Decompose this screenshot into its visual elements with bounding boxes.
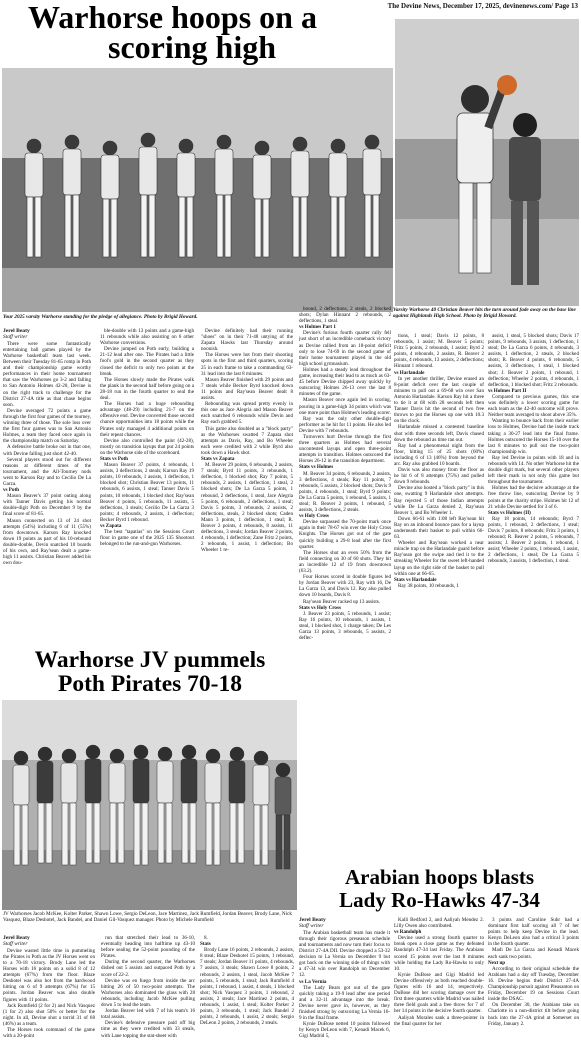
story1-column-3 — [201, 328, 293, 646]
story2-c2-p2: During the second quarter, the Warhorses dished out 5 assists and outpaced Poth by a score of 22-2. — [101, 959, 195, 978]
christian-beaver-photo-image — [395, 19, 579, 306]
story1-byrole: Staff writer — [3, 334, 28, 341]
story2-column-2 — [101, 935, 195, 1063]
story1-c6-p5: Holmes had the decisive advantage at the free throw line, outscoring Devine by 9 points at the charity stripe. Holmes hit 12 of 21 while Devine settled for 3 of 6. — [488, 485, 579, 510]
story3-c1-p2: The Lady Bears got out of the gate quickly taking a 19-9 lead after one period and a 32-11 advantage into the break. Devine never gave in, however, as they finished strong by outscoring La Vernia 16-9 in the final frame. — [299, 984, 390, 1022]
story1-headline-line1: Warhorse hoops on a — [28, 0, 317, 35]
story1-column-1 — [3, 328, 91, 646]
story3-c1-p1: The Arabian basketball team has made it through their rigorous preseason schedule and tournaments and now turn their focus to District 27-4A DII. Devine dropped a 53-32 decision to La Vernia on December 9 but got back on the winning side of things with a 47-34 win over Randolph on December 12. — [299, 929, 390, 979]
story3-headline — [300, 866, 579, 912]
story1-c2-p6: Mason Beaver 37 points, 4 rebounds, 1 assists, 3 deflections, 2 steals; Karson Ray 19 points, 10 rebounds, 1 assists, 1 deflection, 1 blocked shot; Christian Beaver 13 points, 11 rebounds, 6 assists, 1 steal; Tanner Davis 5 points, 10 rebounds, 1 blocked shot; Ray'sean Beaver 4 points, 5 rebounds, 11 assists, 5 deflections, 3 steals; Cecilio De La Garza 3 points; 4 rebounds, 2 assists, 1 deflection; Becker Byrd 1 rebound. — [100, 462, 194, 523]
story1-c3-p1: Devine definitely had their running "shoes" on in their 71-48 untying of the Zapata Hawks last Thursday around noonish. — [201, 328, 293, 353]
story2-c1-p2: Jack Rumfield (2 for 2) and Nick Vasquez (1 for 2) also shot 50% or better for the night. In all, Devine shot a torrid 31 of 68 (46%) as a team. — [3, 1002, 95, 1027]
story1-c3-p6: M. Beaver 29 points, 6 rebounds, 2 assists, 7 steals; Byrd 11 points, 3 rebounds, 1 deflection, 1 blocked shot; Ray 7 points, 5 rebounds, 2 assists, 1 deflection, 1 steal, 2 blocked shots; De La Garza 5 points, 1 rebound, 2 deflections, 1 steal, Jace Alegria 5 points, 6 rebounds, 2 deflections, 1 steal; Davis 5 points, 3 rebounds, 2 assists, 2 deflections, steals, 2 blocked shots; Caden Mann 3 points, 1 deflection, 1 steal; R. Beaver 2 points, 4 rebounds, 8 assists, 11 deflections, 3 steals; Jordan Beaver 2 points, 4 rebounds, 1 deflection; Zane Fritz 2 points, 2 rebounds, 1 assist, 1 deflection; Bo Wheeler 1 re- — [201, 462, 293, 554]
story1-headline-line2: scoring high — [108, 29, 277, 65]
story2-byrole: Staff writer — [3, 941, 28, 948]
story3-c3-p1: 3 points and Caroline Suhr had a dominant first half scoring all 7 of her points to help keep Devine in the lead. Kenyn DeLeon also had a critical 3 points in the fourth quarter. — [488, 917, 579, 948]
story2-byline: Jerel Beaty — [3, 935, 30, 941]
page-folio: The Devine News, December 17, 2025, devinenews.com/ Page 13 — [387, 2, 578, 10]
story2-c3-p1: 8. — [204, 935, 208, 941]
story3-column-2 — [394, 917, 484, 1063]
story2-headline — [2, 648, 298, 696]
story1-c5-p1: tions, 1 steal; Davis 12 points, 8 rebounds, 1 assist; M. Beaver 5 points; Fritz 5 points, 2 rebounds, 1 assist; Byrd 2 points, 4 rebounds, 2 assists, R. Beaver 2 points, 4 rebounds, 13 assists, 2 deflections; Hinnant 1 rebound. — [394, 333, 484, 370]
story2-headline-line2: Poth Pirates 70-18 — [57, 671, 243, 697]
story3-c3-p3: According to their original schedule the Arabians had a day off Tuesday, December 16. Devine begins their District 27-4A Championship pursuit against Pleasanton on Friday, December 19 on Sessions Court inside the DSAC. — [488, 965, 579, 1003]
story3-c1-p3: Kynie DuBose netted 10 points followed by Kenyn DeLeon with 7, Kenadi Macek 6, Gigi Madrid 5, — [299, 1021, 390, 1040]
story1-column-5 — [394, 333, 484, 863]
story1-c6-p6: Ray 18 points, 14 rebounds; Byrd 7 points, 1 rebound, 2 deflections, 1 steal; Davis 7 points, 8 rebounds; Fritz 3 points, 1 rebound; R. Beaver 2 points, 5 rebounds, 7 assists; J. Beaver 2 points, 1 rebound, 1 assist; Wheeler 2 points, 1 rebound, 1 assist, 2 deflections, 1 steal; De La Garza 5 rebounds, 3 assists, 1 deflection, 1 steal. — [488, 515, 579, 565]
story2-c2-p3: Devine was en fuego from inside the arc hitting 26 of 50 two-point attempts. The Warhorses also dominated the glass with 28 rebounds, including Jacob McKee pulling down 5 to lead the team. — [101, 977, 195, 1009]
story1-c5-p6: Devine also hosted a "block party" in this one, swatting 9 Harlandale shot attempts. Ray rejected 5 of those Indian attempts while De La Garza denied 2, Ray'sean Beaver 1, and Bo Wheeler 1. — [394, 485, 484, 516]
story3-headline-line2: Lady Ro-Hawks 47-34 — [339, 888, 540, 912]
varsity-team-photo-image — [2, 68, 393, 312]
story3-c3-p2: Madi De La Garza and Kenadi Macek each sank two points. — [488, 947, 579, 960]
story1-c1-p5: Mason Beaver's 37 point outing along with Tanner Davis getting his normal double-digit Poth on December 9 by the final score of 81-65. — [3, 493, 91, 518]
story3-headline-line1: Arabian hoops blasts — [344, 865, 535, 889]
story1-c2-p4: The Horses had a huge rebounding advantage (48-29) including 21-7 on the offensive end. Devine converted those second chance opportunities into 18 points while the Pirates only managed 4 additional points on their repeat chances. — [100, 401, 194, 438]
story1-c6-sub-stats-holmes2: Stats vs Holmes (II) — [488, 509, 531, 516]
story1-c4-p12: J. Beaver 23 points, 5 rebounds, 1 assist; Ray 16 points, 10 rebounds, 1 assists, 1 steal, 1 blocked shot, 1 charge taken; De Les Garza 13 points, 3 rebounds, 5 assists, 2 deflec- — [299, 610, 391, 642]
story3-column-1 — [299, 917, 390, 1063]
jv-photo-caption: JV Warhorses Jacob McKee, Kolter Parker, Shawn Lowe, Sergio DeLeon, Jace Martinez, Jack Rumfield, Jordan Beaver, Brody Lane, Nick Vasquez, Blaze Deshotel, Jack Bandel, and Daniel Gil-Vasquez manager. Photo by Michele Rumfield — [3, 911, 293, 924]
story1-c3-p2: The Horses were hot from their shooting spots in the first and third quarters, scoring 25 in each frame to take a commanding 63-31 lead into the last 8 minutes. — [201, 352, 293, 377]
story1-c4-p9: The Horses shot an even 50% from the field connecting on 30 of 60 shots. They hit an incredible 12 of 19 from downtown (63.2). — [299, 549, 391, 575]
story1-c3-p4: Rebounding was spread pretty evenly in this one as Jace Alegria and Mason Beaver each snatched 6 rebounds while Devin and Ray each grabbed 5. — [201, 401, 293, 426]
story1-c3-p5: This game also doubled as a "block party" as the Warhorses swatted 7 Zapata shot attempts as Davis, Ray, and Bo Wheeler each were credited with 2 while Byrd also took down a Hawk shot. — [201, 425, 293, 456]
story1-c4-sub-holmes1: vs Holmes Part 1 — [299, 324, 336, 331]
story1-c3-sub-stats-zapata: Stats vs Zapata — [201, 455, 235, 462]
story1-column-4 — [299, 306, 391, 872]
story1-c4-sub-stats-holmes: Stats vs Holmes — [299, 464, 334, 471]
story3-c3-p4: On December 30, the Arabians take on Charlotte in a non-district tilt before going back into the 27-4A grind at Somerset on Friday, January 2. — [488, 1002, 579, 1027]
story1-c2-sub-stats-poth: Stats vs Poth — [100, 455, 129, 462]
story1-c5-sub-harlandale: vs Harlandale — [394, 369, 425, 376]
story1-c1-p4: Several players stood out for different reasons at different times of the tournament, and the All-Tourney nods went to Karson Ray and to Cecilio De La Garza. — [3, 456, 91, 487]
story1-c2-sub-zapata: vs Zapata — [100, 523, 122, 529]
story1-c4-p6: Turnovers hurt Devine through the first three quarters as Holmes had several uncontested layups and open three-point attempts in transition. Holmes outscored the Horses 26-12 in the transition department. — [299, 433, 391, 465]
story1-c2-p2: Devine jumped on Poth early, building a 21-12 lead after one. The Pirates had a little fool's gold in the second quarter as they closed the deficit to only two points at the break. — [100, 346, 194, 377]
jv-team-photo-image — [2, 700, 297, 910]
story1-c2-p5: Devine also controlled the paint (42-28), mostly on transition layups that put 24 points on the Warhorse side of the scoreboard. — [100, 437, 194, 456]
story2-c2-p4: Jordan Beaver led with 7 of his team's 16 total assists. — [101, 1008, 195, 1021]
story3-column-3 — [488, 917, 579, 1063]
story1-c4-p11: Ray'sean Beaver racked up 13 assists. — [303, 598, 381, 605]
story1-c4-p4: Mason Beaver once again led in scoring, pouring in a game-high 34 points which was one more point than Holmes's leading scorer. — [299, 397, 391, 416]
story1-c1-sub-poth: vs Poth — [3, 487, 19, 494]
story1-c5-p8: Wheeler and Ray'sean worked a near miracle trap on the Harlandale guard before Ray'sean got the swipe and tied it to the streaking Wheeler for the sweet left-handed layup on the right side of the basket to pull within one at 66-65. — [394, 540, 484, 577]
story1-c6-sub-holmes2: vs Holmes Part II — [488, 387, 527, 394]
story1-c4-sub-stats-holycross: Stats vs Holy Cross — [299, 604, 341, 611]
story1-c6-p2: Compared to previous games, this one was definitely a lower scoring game for each team as the 42-40 outcome will prove. Neither team averaged to shoot above 35%. — [488, 393, 579, 419]
story3-c1-sub-lavernia: vs La Vernia — [299, 978, 327, 985]
story2-headline-line1: Warhorse JV pummels — [34, 647, 266, 673]
story2-c2-p5: Devine's defensive pressure paid off big time as they were credited with 33 steals, with Lane topping the stat-sheet with — [101, 1020, 195, 1039]
varsity-team-photo — [2, 68, 393, 312]
story1-column-2 — [100, 328, 194, 646]
story1-c4-p10: Four Horses scored in double figures led by Jordan Beaver with 23, Ray with 16, De La Garza 13, and Davis 12. Ray also pulled down 10 boards, Davis 8. — [299, 574, 391, 599]
story1-c6-p4: Ray led Devine in points with 18 and in rebounds with 14. No other Warhorse hit the double digit mark, but several other players left their mark in not only this game but throughout the tournament. — [488, 454, 579, 486]
christian-beaver-caption: Varsity Warhorse 40 Christian Beaver hits the turn around fade away on the base line against Highlands High School. Photo by Brigid Howard. — [393, 307, 576, 320]
story1-c4-p8: Devine surpassed the 70-point mark once again in their 78-67 win over the Holy Cross Knights. The Horses got out of the gate quickly building a 29-8 lead after the first quarter. — [299, 519, 391, 550]
story1-byline: Jerel Beaty — [3, 328, 30, 334]
story2-column-1 — [3, 935, 95, 1063]
story1-c2-p3: The Horses slowly made the Pirates walk the plank in the second half before going on a 28-18 run in the fourth quarter to seal the deal. — [100, 376, 194, 402]
story2-c1-p3: The Horses took command of the game with a 20-point — [3, 1027, 95, 1040]
story1-c4-p5: Ray was the only other double-digit performer as he hit for 11 points. He also led Devine with 7 rebounds. — [299, 415, 391, 434]
story2-c3-p2: Brody Lane 16 points, 2 rebounds, 2 assists, 8 steal; Blaze Deshotel 15 points, 1 rebound, 7 steals; Jordan Beaver 11 points, 4 rebounds, 7 assists, 3 steals; Shawn Lowe 8 points, 2 rebounds, 2 assists, 1 steal, Jacob McKee 7 points, 5 rebounds, 1 steal; Jack Rumfield 4 points, 1 rebound, 1 assist, 4 steals, 1 blocked shot; Nick Vasquez 3 points, 1 rebound, 2 assists, 2 steals; Jace Martinez 2 points, 4 rebounds, 1 assist, 1 steal; Kolter Parker 2 points, 3 rebounds, 1 steal; Jack Bandel 2 points, 2 rebounds, 1 assist, 2 steals; Sergio DeLeon 2 points, 2 rebounds, 2 steals. — [200, 947, 294, 1027]
story3-c2-p4: Aaliyah Morales sank a three-pointer in the final quarter for her — [394, 1014, 484, 1027]
jv-team-photo — [2, 700, 297, 910]
story3-c2-p2: Devine used a strong fourth quarter to break open a close game as they defeated Randolph 47-34 last Friday. The Arabians scored 15 points over the last 8 minutes while holding the Lady Ro-Hawks to only 10. — [394, 935, 484, 972]
story1-c1-p3: A defensive battle broke out in that one, with Devine falling just short 42-40. — [3, 444, 91, 457]
story1-c4-p7: M. Beaver 34 points, 6 rebounds, 2 assists, 3 deflections, 4 steals; Ray 11 points, 7 rebounds, 5 assists, 2 blocked shots; Davis 9 points, 4 rebounds, 1 steal; Byrd 9 points; De La Garza 5 points, 1 rebound, 5 assists, 1 steal; R. Beaver 2 points, 1 rebound, 5 assists, 3 deflections, 2 steals. — [299, 470, 391, 514]
varsity-photo-caption: Your 2025 varsity Warhorse standing for the pledge of allegiance. Photo by Brigid Howard. — [3, 314, 198, 320]
story1-c4-p2: Devine's furious fourth quarter rally fell just short of an incredible comeback victory as Devine rallied from an 18-point deficit only to lose 74-69 in the second game of their home tournament played in the old high school gymnasium. — [299, 330, 391, 367]
story1-c6-p1: assist, 1 steal, 5 blocked shots; Davis 17 points, 9 rebounds, 3 assists, 1 deflection, 1 steal; De La Garza 6 points, 4 rebounds, 3 assists, 1 deflection, 2 steals, 2 blocked shots; R. Beaver 4 points, 6 rebounds, 5 assists, 3 deflections, 1 steal, 1 blocked shot; J. Beaver 2 points, 1 rebound, 1 deflection; Wheeler 2 points, 4 rebounds, 1 deflection, 1 blocked shot; Fritz 2 rebounds. — [488, 333, 579, 388]
story3-c2-p3: Kynie DuBose and Gigi Madrid led Devine offensively as both reached double-figures with 16 and 14, respectively. DuBose did her scoring damage over the first three quarters while Madrid was nailed three field goals and a free throw for 7 of her 14 points in the decisive fourth quarter. — [394, 971, 484, 1015]
story2-c1-p1: Devine wasted little time in pummeling the Pirates in Poth as the JV Horses went on to a 70-18 victory. Brody Lane led the Horses with 16 points on a solid 8 of 12 attempts (67%) from the floor. Blaze Deshotel was also hot from the hardwood hitting on 6 of 9 attempts (67%) for 15 points. Jordan Beaver was also double figures with 11 points. — [3, 947, 95, 1003]
story3-byline: Jerel Beaty — [299, 917, 326, 923]
story2-column-3 — [200, 935, 294, 1063]
story1-c2-p1: ble-double with 13 points and a game-high 11 rebounds while also assisting on 6 other Warhorse conversions. — [100, 328, 194, 347]
story2-c2-p1: run that stretched their lead to 36-10, eventually heading into halftime up 43-10 before sealing the 52-point pounding of the Pirates. — [101, 935, 195, 960]
story3-c3-sub-nextup: Next up — [488, 959, 506, 966]
story1-c1-p6: Mason connected on 13 of 24 shot attempts (54%) including 6 of 11 (55%) from downtown. Karson Ray knocked down 19 points as part of his 10-rebound double-double, Devin snatched 10 boards of his own, and Ray'sean dealt a game-high 11 assists. Christian Beaver added his own dou- — [3, 517, 91, 567]
story1-column-6 — [488, 333, 579, 863]
story1-c5-sub-stats-harlandale: Stats vs Harlandale — [394, 576, 437, 583]
story3-byrole: Staff writer — [299, 923, 324, 930]
story3-c2-sub-randolph: vs Randolph — [394, 929, 422, 936]
story1-c5-p3: Harlandale missed a contested baseline shot with three seconds left, Davis chased down the rebound as time ran out. — [394, 424, 484, 443]
story1-c4-p1: bound, 2 deflections, 2 steals, 2 blocked shots; Dylan Hinnant 2 rebounds, 2 deflections, 1 steal. — [299, 306, 391, 325]
story1-c2-p7: The best "tapatias" on the Sessions Court floor in game one of the 2025 135 Shootout belonged to the run-and-gun Warhorses. — [100, 529, 194, 548]
story1-c1-p2: Devine averaged 72 points a game through the first four games of the tourney, winning three of those. The sole loss over the first four games was to San Antonio Holmes, a team they faced once again in the championship match on Saturday. — [3, 407, 91, 445]
christian-beaver-photo — [395, 19, 579, 306]
story1-c1-p1: There were some fantastically entertaining ball games played by the Warhorse basketball team last week. Between their Tuesday 81-65 romp in Poth and their championship game worthy performances in their home tournament that saw the Warhorses go 3-2 and falling to San Antonio Holmes 42-20, Devine is on the right track to challenge for the District 27-4A title as that chase begins soon. — [3, 340, 91, 408]
story1-c5-p4: Ray had a phenomenal night from the floor, hitting 15 of 25 shots (60%) including 6 of 13 (46%) from beyond the arc. Ray also grabbed 10 boards. — [394, 442, 484, 467]
story1-c5-p5: Davis was also money from the floor as he hit 6 of 8 attempts (75%) and pulled down 9 rebounds. — [394, 467, 484, 486]
story1-c4-sub-holycross: vs Holy Cross — [299, 513, 329, 520]
story1-c3-p3: Mason Beaver finished with 29 points and 7 steals while Becker Byrd knocked down 11 points and Ray'sean Beaver dealt 8 assists. — [201, 376, 293, 402]
story2-c3-sub-stats: Stats — [200, 941, 211, 948]
story1-c6-p3: Wanting to bounce back from their earlier loss to Holmes, Devine had the inside track taking a 30-27 lead into the final frame. Holmes outscored the Horses 15-10 over the last 8 minutes to pull out the two-point championship win. — [488, 418, 579, 455]
story3-c2-p1: Kalli Bedford 2, and Aaliyah Mendez 2. Lilly Owen also contributed. — [394, 917, 484, 930]
story1-c5-p2: In yet another thriller, Devine erased an 8-point deficit over the last couple of minutes to pull out a 69-68 win over San Antonio Harlandale. Karson Ray hit a three to tie it at 68 with 28 seconds left then Tanner Davis hit the second of two free throws to put the Horses up one with 10.3 on the clock. — [394, 375, 484, 425]
story1-c4-p3: Holmes had a steady lead throughout the game, increasing their lead to as much as 63-45 before Devine chipped away quickly by outscoring Holmes 26-13 over the last 8 minutes of the game. — [299, 366, 391, 398]
story1-c5-p7: Down 66-61 with 1:08 left Ray'sean hit Ray on an inbound bounce pass for a layup underneath their basket to pull within 66-63. — [394, 515, 484, 541]
story1-c5-p9: Ray 38 points, 10 rebounds, 1 — [398, 582, 459, 589]
